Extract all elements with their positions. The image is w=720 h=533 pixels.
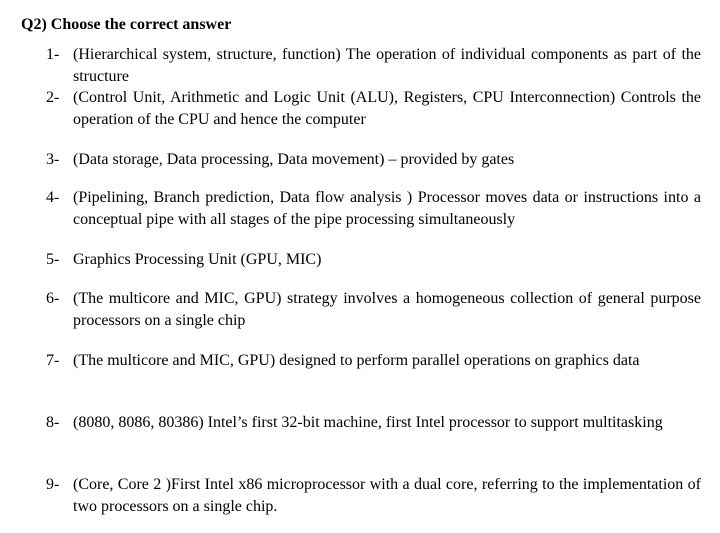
question-item-3 [46,149,701,171]
question-item-8 [46,412,701,434]
question-item-5 [46,249,701,271]
question-text: Graphics Processing Unit (GPU, MIC) [73,251,322,268]
question-number: 5- [46,251,60,268]
question-number: 9- [46,476,60,493]
question-number: 7- [46,352,60,369]
question-number: 4- [46,189,60,206]
question-item-4 [46,187,701,231]
question-item-7 [46,350,701,372]
question-number: 6- [46,290,60,307]
question-number: 1- [46,46,60,63]
question-item-2 [46,87,701,131]
question-item-9 [46,474,701,518]
question-text: (The multicore and MIC, GPU) designed to perform parallel operations on graphics data [73,352,640,369]
question-item-1 [46,44,701,88]
question-text: (Control Unit, Arithmetic and Logic Unit (ALU), Registers, CPU Interconnection) Controls the operation of the CPU and hence the computer [73,89,701,128]
question-number: 2- [46,89,60,106]
question-text: (Core, Core 2 )First Intel x86 microprocessor with a dual core, referring to the implementation of two processors on a single chip. [73,476,701,515]
question-text: (Hierarchical system, structure, function) The operation of individual components as part of the structure [73,46,701,85]
question-number: 8- [46,414,60,431]
question-text: (8080, 8086, 80386) Intel’s first 32-bit machine, first Intel processor to support multitasking [73,414,663,431]
question-number: 3- [46,151,60,168]
question-heading: Q2) Choose the correct answer [21,16,232,33]
question-item-6 [46,288,701,332]
question-text: (The multicore and MIC, GPU) strategy involves a homogeneous collection of general purpose processors on a single chip [73,290,701,329]
question-text: (Pipelining, Branch prediction, Data flow analysis ) Processor moves data or instructions into a conceptual pipe with all stages of the pipe processing simultaneously [73,189,701,228]
question-text: (Data storage, Data processing, Data movement) – provided by gates [73,151,515,168]
